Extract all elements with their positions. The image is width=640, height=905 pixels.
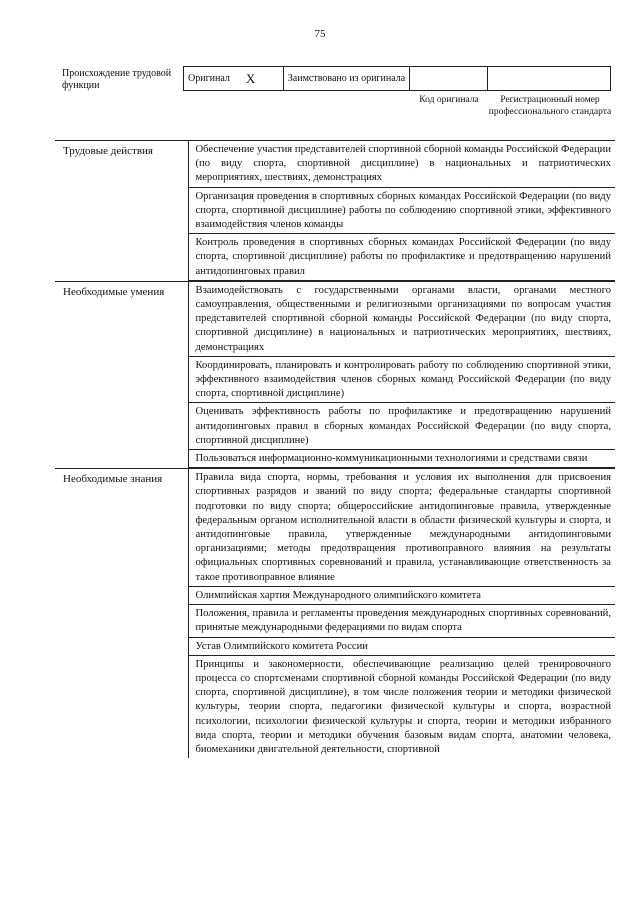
original-mark: X (245, 70, 256, 86)
function-table (55, 140, 615, 758)
section-row (55, 469, 615, 758)
section-item: Принципы и закономерности, обеспечивающие реализацию целей тренировочного процесса со спортсменами спортивной сборной команды Российской Федерации (по виду спорта, спортивной дисциплине), в том числе положения теории и методики физической культуры, теории спорта, педагогики физической культуры и спорта, возрастной психологии, психологии физической культуры и спорта, теории и методики избранного вида спорта, теории и методики обучения базовым видам спорта, анатомии человека, биомеханики двигательной деятельности, спортивной (195, 658, 611, 755)
section-items (188, 281, 615, 468)
borrowed-label: Заимствовано из оригинала (284, 67, 410, 90)
section-item: Оценивать эффективность работы по профилактике и предотвращению нарушений антидопинговых правил в сборных командах Российской Федерации (по виду спорта, спортивной дисциплине) (189, 403, 616, 450)
section-items (188, 141, 615, 282)
section-items (188, 469, 615, 758)
section-item: Координировать, планировать и контролировать работу по соблюдению спортивной этики, эффективного взаимодействия членов сборных команд Российской Федерации (по виду спорта, спортивной дисциплине) (189, 357, 616, 404)
section-item: Правила вида спорта, нормы, требования и условия их выполнения для присвоения спортивных разрядов и званий по виду спорта; федеральные стандарты спортивной подготовки по виду спорта; общероссийские антидопинговые правила, утвержденные федеральным органом исполнительной власти в области физической культуры и спорта, и антидопинговые правила, утвержденные международными антидопинговыми организациями; методы предотвращения противоправного влияния на результаты официальных спортивных соревнований и правила, устанавливающие ответственность за такое противоправное влияние (189, 469, 616, 587)
section-item: Обеспечение участия представителей спортивной сборной команды Российской Федерации (по виду спорта, спортивной дисциплине) в национальных и патриотических мероприятиях, шествиях, демонстрациях (189, 141, 616, 188)
section-item: Олимпийская хартия Международного олимпийского комитета (189, 587, 616, 605)
section-item: Устав Олимпийского комитета России (189, 638, 616, 656)
section-title: Необходимые знания (55, 469, 188, 758)
section-row (55, 141, 615, 282)
section-item: Контроль проведения в спортивных сборных командах Российской Федерации (по виду спорта, спортивной дисциплине) работы по профилактике и предотвращению нарушений антидопинговых правил (189, 234, 616, 281)
reg-number-cell (488, 67, 610, 90)
section-title: Необходимые умения (55, 281, 188, 468)
section-item: Организация проведения в спортивных сборных командах Российской Федерации (по виду спорта, спортивной дисциплине) работы по соблюдению спортивной этики, эффективного взаимодействия членов команды (189, 188, 616, 235)
page-number: 75 (314, 28, 326, 40)
reg-number-caption: Регистрационный номер профессионального стандарта (488, 95, 612, 117)
original-cell (184, 67, 284, 90)
section-item: Пользоваться информационно-коммуникационными технологиями и средствами связи (189, 450, 616, 468)
code-cell (410, 67, 488, 90)
section-title: Трудовые действия (55, 141, 188, 282)
code-caption: Код оригинала (419, 95, 479, 105)
section-row (55, 281, 615, 468)
origin-label: Происхождение трудовой функции (62, 68, 172, 91)
original-label: Оригинал (188, 73, 230, 84)
origin-table (183, 66, 611, 91)
section-item: Взаимодействовать с государственными органами власти, органами местного самоуправления, общественными и религиозными организациями по вопросам участия представителей спортивной сборной команды Российской Федерации (по виду спорта, спортивной дисциплине) в национальных и патриотических мероприятиях, шествиях, демонстрациях (189, 282, 616, 357)
section-item: Положения, правила и регламенты проведения международных спортивных соревнований, принятые международными федерациями по видам спорта (189, 605, 616, 637)
